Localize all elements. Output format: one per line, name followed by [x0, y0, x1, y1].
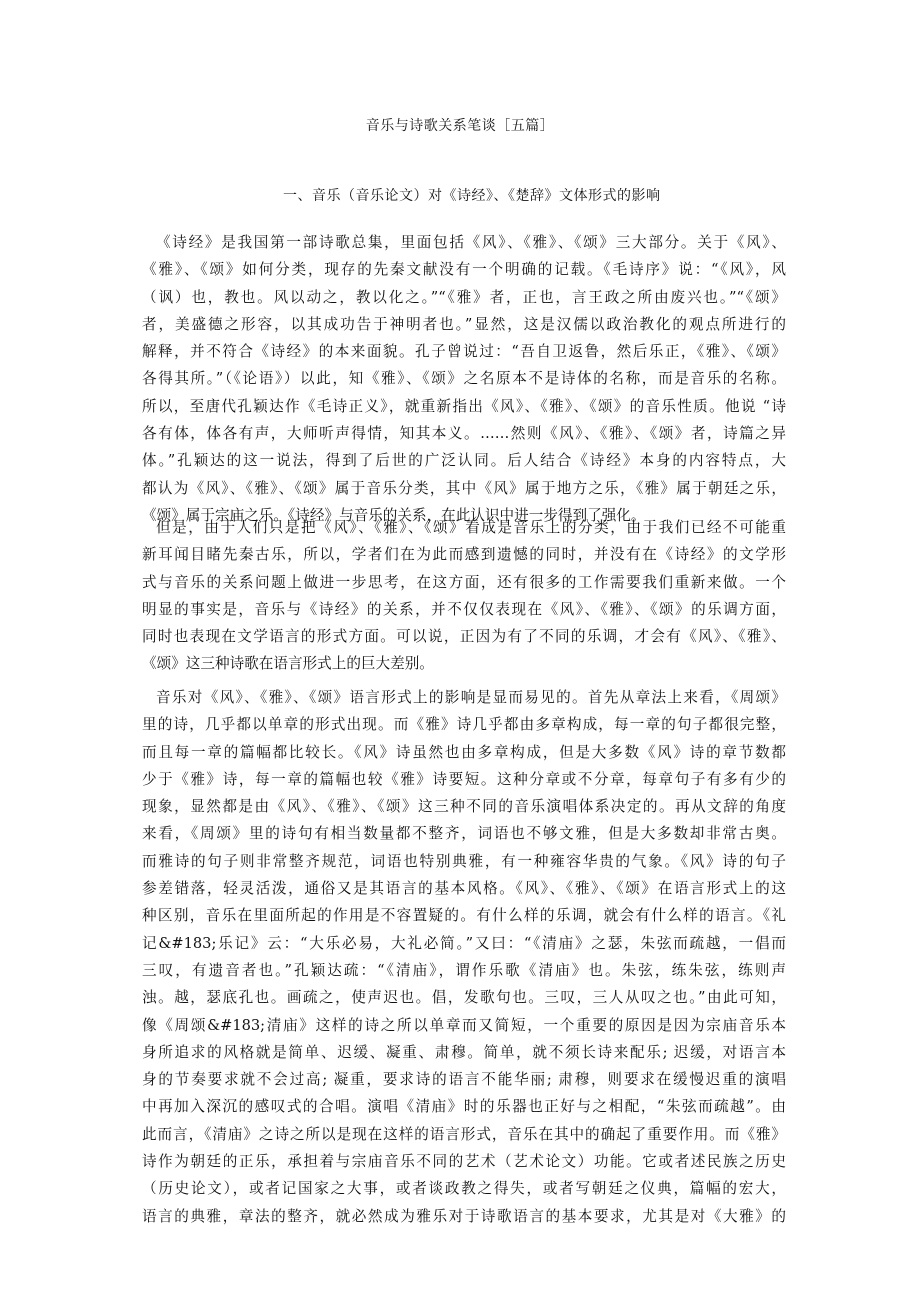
paragraph-line: 音乐对《风》、《雅》、《颂》语言形式上的影响是显而易见的。首先从章法上来看，《周颂》	[156, 689, 786, 706]
paragraph-line: 来看，《周颂》里的诗句有相当数量都不整齐，词语也不够文雅，但是大多数却非常古奥。	[142, 825, 786, 843]
paragraph-line: 《颂》属于宗庙之乐。《诗经》与音乐的关系，在此认识中进一步得到了强化。	[142, 506, 646, 524]
paragraph-line: 明显的事实是，音乐与《诗经》的关系，并不仅仅表现在《风》、《雅》、《颂》的乐调方面，	[142, 600, 786, 618]
paragraph-line: 同时也表现在文学语言的形式方面。可以说，正因为有了不同的乐调，才会有《风》、《雅》、	[142, 628, 786, 646]
paragraph-line: 但是，由于人们只是把《风》、《雅》、《颂》看成是音乐上的分类，由于我们已经不可能重	[156, 519, 786, 536]
paragraph-line: （历史论文），或者记国家之大事，或者谈政教之得失，或者写朝廷之仪典，篇幅的宏大，	[142, 1180, 786, 1198]
paragraph-line: 记&#183;乐记》云：“大乐必易，大礼必简。”又曰：“《清庙》之瑟，朱弦而疏越，一倡而	[142, 934, 786, 952]
paragraph-line: 中再加入深沉的感叹式的合唱。演唱《清庙》时的乐器也正好与之相配，“朱弦而疏越”。由	[142, 1098, 786, 1116]
paragraph-2	[142, 514, 786, 678]
paragraph-line: 《颂》这三种诗歌在语言形式上的巨大差别。	[142, 655, 434, 673]
paragraph-line: 《诗经》是我国第一部诗歌总集，里面包括《风》、《雅》、《颂》三大部分。关于《风》、	[156, 234, 786, 251]
paragraph-line: 解释，并不符合《诗经》的本来面貌。孔子曾说过：“吾自卫返鲁，然后乐正，《雅》、《颂》	[142, 343, 786, 361]
paragraph-line: 新耳闻目睹先秦古乐，所以，学者们在为此而感到遗憾的同时，并没有在《诗经》的文学形	[142, 546, 786, 564]
paragraph-line: 而雅诗的句子则非常整齐规范，词语也特别典雅，有一种雍容华贵的气象。《风》诗的句子	[142, 852, 786, 870]
paragraph-line: 参差错落，轻灵活泼，通俗又是其语言的基本风格。《风》、《雅》、《颂》在语言形式上的这	[142, 880, 786, 898]
paragraph-line: 现象，显然都是由《风》、《雅》、《颂》这三种不同的音乐演唱体系决定的。再从文辞的角度	[142, 798, 786, 816]
paragraph-line: 种区别，音乐在里面所起的作用是不容置疑的。有什么样的乐调，就会有什么样的语言。《礼	[142, 907, 786, 925]
paragraph-line: 各有体，体各有声，大师听声得情，知其本义。……然则《风》、《雅》、《颂》者，诗篇之异	[142, 425, 786, 443]
paragraph-line: 体。”孔颖达的这一说法，得到了后世的广泛认同。后人结合《诗经》本身的内容特点，大	[142, 452, 786, 470]
paragraph-line: 少于《雅》诗，每一章的篇幅也较《雅》诗要短。这种分章或不分章，每章句子有多有少的	[142, 770, 786, 788]
paragraph-line: 里的诗，几乎都以单章的形式出现。而《雅》诗几乎都由多章构成，每一章的句子都很完整，	[142, 716, 786, 734]
paragraph-line: 各得其所。”（《论语》）以此，知《雅》、《颂》之名原本不是诗体的名称，而是音乐的名称。	[142, 370, 786, 388]
section-heading: 一、音乐（音乐论文）对《诗经》、《楚辞》文体形式的影响	[283, 188, 661, 204]
paragraph-1	[142, 229, 786, 529]
paragraph-line: 式与音乐的关系问题上做进一步思考，在这方面，还有很多的工作需要我们重新来做。一个	[142, 573, 786, 591]
paragraph-line: 都认为《风》、《雅》、《颂》属于音乐分类，其中《风》属于地方之乐，《雅》属于朝廷之乐，	[142, 479, 786, 497]
paragraph-line: 而且每一章的篇幅都比较长。《风》诗虽然也由多章构成，但是大多数《风》诗的章节数都	[142, 743, 786, 761]
document-title: 音乐与诗歌关系笔谈［五篇］	[365, 118, 555, 134]
paragraph-line: 浊。越，瑟底孔也。画疏之，使声迟也。倡，发歌句也。三叹，三人从叹之也。”由此可知，	[142, 989, 786, 1007]
paragraph-line: 三叹，有遗音者也。”孔颖达疏：“《清庙》，谓作乐歌《清庙》也。朱弦，练朱弦，练则声	[142, 961, 786, 979]
paragraph-line: 《雅》、《颂》如何分类，现存的先秦文献没有一个明确的记载。《毛诗序》说：“《风》，风	[142, 261, 786, 279]
paragraph-line: 所以，至唐代孔颖达作《毛诗正义》，就重新指出《风》、《雅》、《颂》的音乐性质。他说 “诗	[142, 397, 786, 415]
paragraph-3	[142, 684, 786, 1230]
paragraph-line: 诗作为朝廷的正乐，承担着与宗庙音乐不同的艺术（艺术论文）功能。它或者述民族之历史	[142, 1153, 786, 1171]
paragraph-line: 像《周颂&#183;清庙》这样的诗之所以单章而又简短，一个重要的原因是因为宗庙音乐本	[142, 1016, 786, 1034]
paragraph-line: 者，美盛德之形容，以其成功告于神明者也。”显然，这是汉儒以政治教化的观点所进行的	[142, 315, 786, 333]
paragraph-line: 身的节奏要求就不会过高; 凝重，要求诗的语言不能华丽; 肃穆，则要求在缓慢迟重的演唱	[142, 1071, 786, 1089]
paragraph-line: （讽）也，教也。风以动之，教以化之。”“《雅》者，正也，言王政之所由废兴也。”“《颂》	[142, 288, 786, 306]
paragraph-line: 身所追求的风格就是简单、迟缓、凝重、肃穆。简单，就不须长诗来配乐; 迟缓，对语言本	[142, 1043, 786, 1061]
paragraph-line: 语言的典雅，章法的整齐，就必然成为雅乐对于诗歌语言的基本要求，尤其是对《大雅》的	[142, 1207, 786, 1225]
paragraph-line: 此而言，《清庙》之诗之所以是现在这样的语言形式，音乐在其中的确起了重要作用。而《雅》	[142, 1125, 786, 1143]
